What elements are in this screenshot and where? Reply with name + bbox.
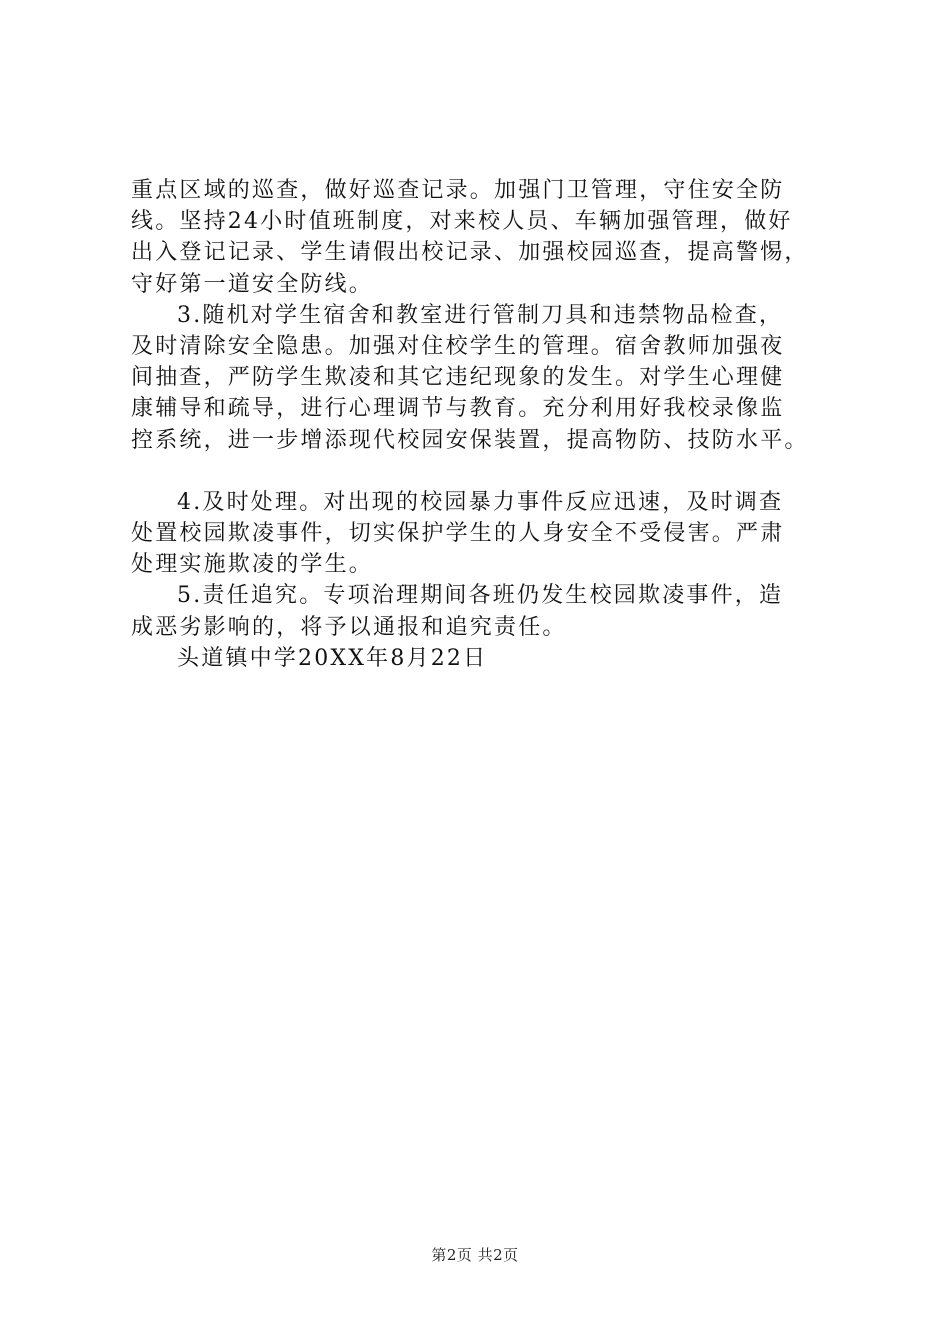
paragraph-spacer — [131, 456, 851, 487]
paragraph-3-start: 3.随机对学生宿舍和教室进行管制刀具和违禁物品检查， — [177, 302, 784, 328]
text-line: 处置校园欺凌事件，切实保护学生的人身安全不受侵害。严肃 — [131, 521, 785, 547]
text-line: 处理实施欺凌的学生。 — [131, 552, 374, 578]
text-line: 出入登记记录、学生请假出校记录、加强校园巡查，提高警惕， — [131, 240, 809, 266]
text-line: 守好第一道安全防线。 — [131, 271, 374, 297]
page-number-footer: 第2页 共2页 — [431, 1246, 519, 1264]
text-line: 控系统，进一步增添现代校园安保装置，提高物防、技防水平。 — [131, 427, 809, 453]
document-body — [131, 175, 851, 674]
text-line: 及时清除安全隐患。加强对住校学生的管理。宿舍教师加强夜 — [131, 333, 785, 359]
signature-line: 头道镇中学20XX年8月22日 — [177, 645, 488, 671]
paragraph-4-start: 4.及时处理。对出现的校园暴力事件反应迅速，及时调查 — [177, 489, 784, 515]
text-line: 线。坚持24小时值班制度，对来校人员、车辆加强管理，做好 — [131, 209, 793, 235]
text-line: 康辅导和疏导，进行心理调节与教育。充分利用好我校录像监 — [131, 396, 785, 422]
text-line: 成恶劣影响的，将予以通报和追究责任。 — [131, 614, 567, 640]
text-line: 重点区域的巡查，做好巡查记录。加强门卫管理，守住安全防 — [131, 178, 785, 203]
paragraph-5-start: 5.责任追究。专项治理期间各班仍发生校园欺凌事件，造 — [177, 583, 784, 609]
text-line: 间抽查，严防学生欺凌和其它违纪现象的发生。对学生心理健 — [131, 365, 785, 391]
